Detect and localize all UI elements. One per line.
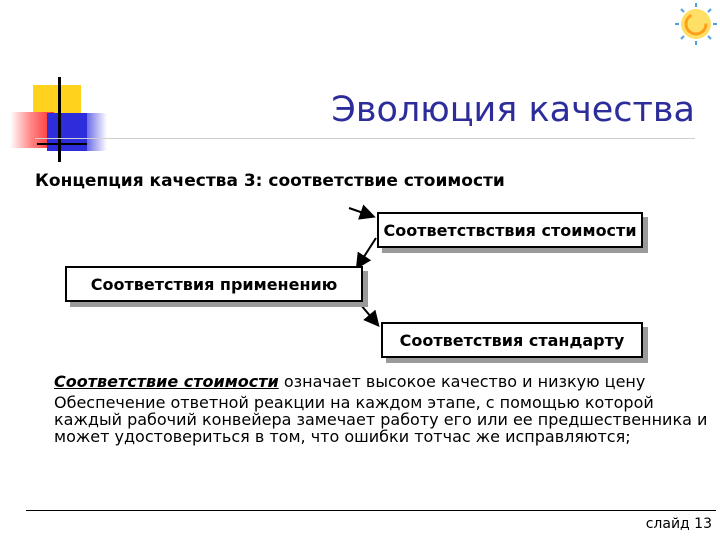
- decor-horizontal-line: [37, 143, 87, 145]
- paragraph-cost-definition: [54, 372, 645, 391]
- arrow-to-cost: [349, 208, 372, 216]
- page-title: Эволюция качества: [331, 90, 695, 130]
- paragraph-feedback: Обеспечение ответной реакции на каждом этапе, с помощью которой каждый рабочий конвейера замечает работу его или ее предшественника и может удостовериться в том, что ошибки тотчас же исправляются;: [54, 393, 708, 446]
- decor-blue-block: [47, 113, 87, 151]
- decor-blue-fade: [87, 113, 107, 151]
- box-standard: Соответствия стандарту: [381, 322, 643, 358]
- paragraph-emphasis: Соответствие стоимости: [54, 372, 279, 391]
- title-divider: [35, 138, 695, 139]
- paragraph-rest: означает высокое качество и низкую цену: [278, 372, 646, 391]
- subtitle: Концепция качества 3: соответствие стоимости: [35, 171, 505, 191]
- box-cost: Соответствствия стоимости: [377, 212, 643, 248]
- arrow-cost-to-application: [358, 238, 376, 266]
- slide-number: слайд 13: [645, 516, 712, 532]
- decor-vertical-line: [58, 77, 61, 162]
- footer-divider: [26, 510, 716, 511]
- box-application: Соответствия применению: [65, 266, 363, 302]
- logo-icon: [666, 0, 720, 50]
